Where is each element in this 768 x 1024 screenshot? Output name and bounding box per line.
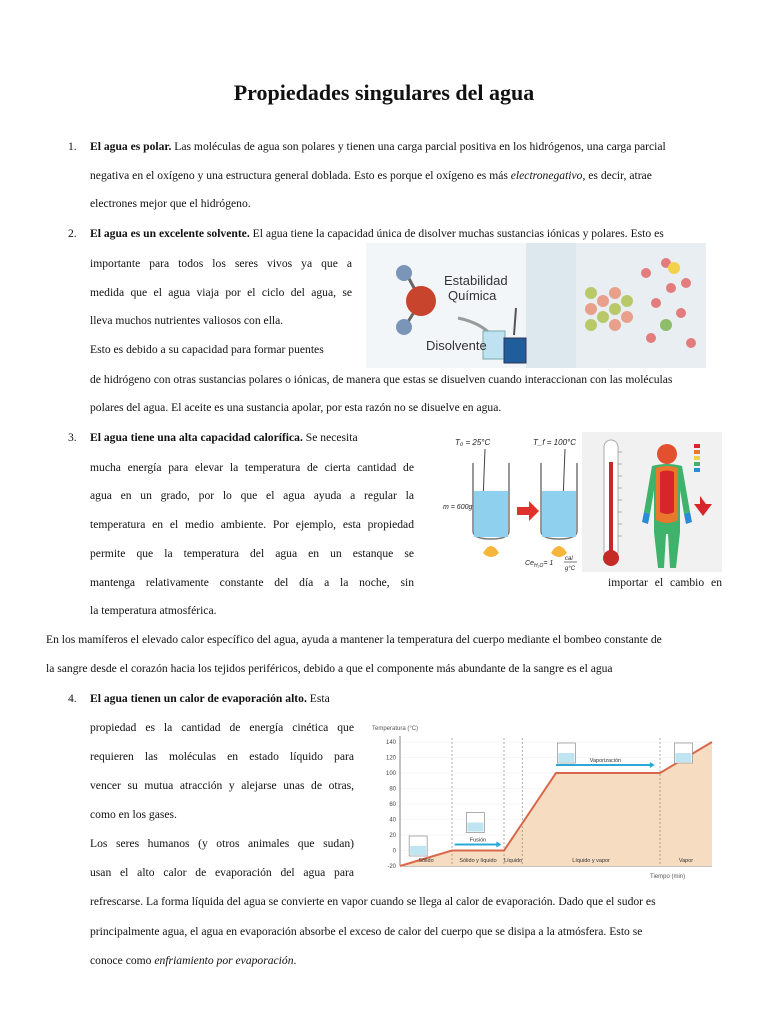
figure-label-estabilidad: Estabilidad (444, 273, 508, 288)
hydrogen-atom-icon (396, 319, 412, 335)
hydrogen-atom-icon (396, 265, 412, 281)
arrow-head-icon (496, 842, 501, 848)
item-number-4: 4. (68, 692, 77, 705)
s4-text-1: Esta (306, 692, 330, 705)
s1-text-2a: negativa en el oxígeno y una estructura general doblada. Esto es porque el oxígeno es más (90, 169, 511, 182)
beaker-icon (409, 836, 427, 856)
s4-line-7: usan el alto calor de evaporación del agua para (90, 866, 354, 879)
y-tick-label: 60 (389, 802, 396, 808)
s1-line-2 (90, 169, 652, 183)
paragraph-line-2: la sangre desde el corazón hacia los tejidos periféricos, debido a que el componente más abundante de la sangre es el agua (46, 662, 613, 675)
formula-ce: Ce (525, 560, 534, 567)
annotation-label: Vaporización (589, 758, 622, 764)
s3-line-4: temperatura en el medio ambiente. Por ejemplo, esta propiedad (90, 518, 414, 531)
specific-heat-formula (525, 560, 553, 569)
beaker-icon (557, 743, 575, 763)
formula-ce-eq: = 1 (543, 560, 554, 567)
beaker-icon (473, 463, 509, 539)
item-number-3: 3. (68, 431, 77, 444)
s2-line-3: medida que el agua viaja por el ciclo del agua, se (90, 286, 352, 299)
s1-text-1: Las moléculas de agua son polares y tienen una carga parcial positiva en los hidrógenos, una carga parcial (171, 140, 666, 153)
item-number-2: 2. (68, 227, 77, 240)
arrow-right-icon (517, 501, 539, 521)
figure-label-mass: m = 600g (443, 504, 473, 511)
arrow-head-icon (650, 762, 655, 768)
y-tick-label: 40 (389, 817, 396, 824)
heat-capacity-figure (425, 431, 598, 575)
y-tick-label: 80 (389, 786, 396, 793)
s4-line-5: como en los gases. (90, 808, 177, 821)
s4-text-10b: . (293, 954, 297, 967)
beakers-illustration (425, 431, 598, 575)
page-title: Propiedades singulares del agua (233, 80, 535, 105)
beaker-icon (466, 813, 484, 833)
s3-line-6b: importar el cambio en (608, 576, 722, 589)
s3-line-6: mantenga relativamente constante del día a la noche, sin (90, 576, 414, 589)
s2-line-7: polares del agua. El aceite es una sustancia apolar, por esta razón no se disuelve en agua. (90, 401, 502, 414)
s4-line-2: propiedad es la cantidad de energía cinética que (90, 721, 354, 734)
x-axis-label: Tiempo (min) (650, 874, 686, 880)
annotation-label: Fusión (469, 837, 487, 844)
figure-label-disolvente: Disolvente (426, 338, 487, 353)
y-tick-label: 0 (392, 848, 396, 855)
flame-icon (483, 546, 499, 557)
s2-line-6: de hidrógeno con otras sustancias polares o iónicas, de manera que estas se disuelven cuando interaccionan con las moléculas (90, 373, 673, 386)
s1-term-electronegativo: electronegativo (510, 169, 583, 182)
s4-line-9: principalmente agua, el agua en evaporación absorbe el exceso de calor del cuerpo que se disipa a la atmósfera. Esto se (90, 925, 643, 938)
beaker-icon (674, 743, 692, 763)
figure-label-t0: T₀ = 25°C (455, 438, 491, 447)
region-label: Vapor (678, 858, 694, 864)
s2-line-4: lleva muchos nutrientes valiosos con ella. (90, 314, 284, 327)
s1-text-2b: , es decir, atrae (582, 169, 652, 182)
s4-line-1 (90, 692, 330, 706)
y-tick-label: 140 (385, 740, 396, 746)
s4-line-4: vencer su mutua atracción y alejarse unas de otras, (90, 779, 354, 792)
y-tick-label: 120 (385, 755, 396, 762)
heating-curve-figure (366, 720, 722, 884)
s3-line-2: mucha energía para elevar la temperatura de cierta cantidad de (90, 461, 414, 474)
y-tick-labels (386, 740, 397, 870)
s4-line-10 (90, 954, 296, 968)
formula-ce-sub: H₂O (533, 563, 544, 569)
region-label: Sólido (418, 858, 434, 864)
y-tick-label: 20 (389, 833, 396, 839)
item-number-1: 1. (68, 140, 77, 153)
s1-heading: El agua es polar. (90, 140, 172, 153)
beaker-icon (504, 338, 526, 363)
figure-label-tf: T_f = 100°C (533, 438, 576, 447)
y-tick-label: -20 (387, 864, 396, 870)
heating-curve-chart (366, 720, 722, 884)
body-heat-figure (582, 432, 722, 572)
figure-label-quimica: Química (448, 288, 497, 303)
thermometer-body-illustration (582, 432, 722, 572)
thermometer-icon (603, 440, 619, 566)
formula-cal: cal (565, 556, 573, 562)
s2-line-1 (90, 227, 664, 241)
s2-text-1: El agua tiene la capacidad única de disolver muchas sustancias iónicas y polares. Esto es (249, 227, 664, 240)
region-label: Líquido y vapor (572, 858, 610, 864)
s4-heading: El agua tienen un calor de evaporación alto. (90, 692, 307, 705)
s4-term-enfriamiento: enfriamiento por evaporación (154, 954, 294, 967)
s4-line-8: refrescarse. La forma líquida del agua se convierte en vapor cuando se llega al calor de evaporación. Dado que el sudor es (90, 895, 656, 908)
solvent-figure (366, 243, 706, 368)
beaker-icon (541, 463, 577, 539)
s3-line-5: permite que la temperatura del agua en un estanque se (90, 547, 414, 560)
s3-line-3: agua en un grado, por lo que el agua ayuda a regular la (90, 489, 414, 502)
region-label: Líquido (504, 858, 523, 864)
region-label: Sólido y líquido (459, 858, 497, 864)
formula-gc: g°C (565, 566, 576, 572)
solvent-illustration (366, 243, 706, 368)
s4-line-3: requieren las moléculas en estado líquido para (90, 750, 354, 763)
s1-line-1 (90, 140, 666, 154)
s3-line-1 (90, 431, 358, 445)
s3-text-1: Se necesita (302, 431, 358, 444)
y-tick-label: 100 (385, 771, 396, 777)
y-axis-label: Temperatura (°C) (372, 726, 419, 732)
s2-line-2: importante para todos los seres vivos ya que a (90, 257, 352, 270)
oxygen-atom-icon (406, 286, 436, 316)
s3-heading: El agua tiene una alta capacidad calorífica. (90, 431, 303, 444)
s2-heading: El agua es un excelente solvente. (90, 227, 250, 240)
s3-line-7: la temperatura atmosférica. (90, 604, 217, 617)
s1-line-3: electrones mejor que el hidrógeno. (90, 197, 251, 210)
s4-text-10a: conoce como (90, 954, 155, 967)
s4-line-6: Los seres humanos (y otros animales que sudan) (90, 837, 354, 850)
s2-line-5: Esto es debido a su capacidad para formar puentes (90, 343, 324, 356)
paragraph-line-1: En los mamíferos el elevado calor específico del agua, ayuda a mantener la temperatura del cuerpo mediante el bombeo constante de (46, 633, 662, 646)
